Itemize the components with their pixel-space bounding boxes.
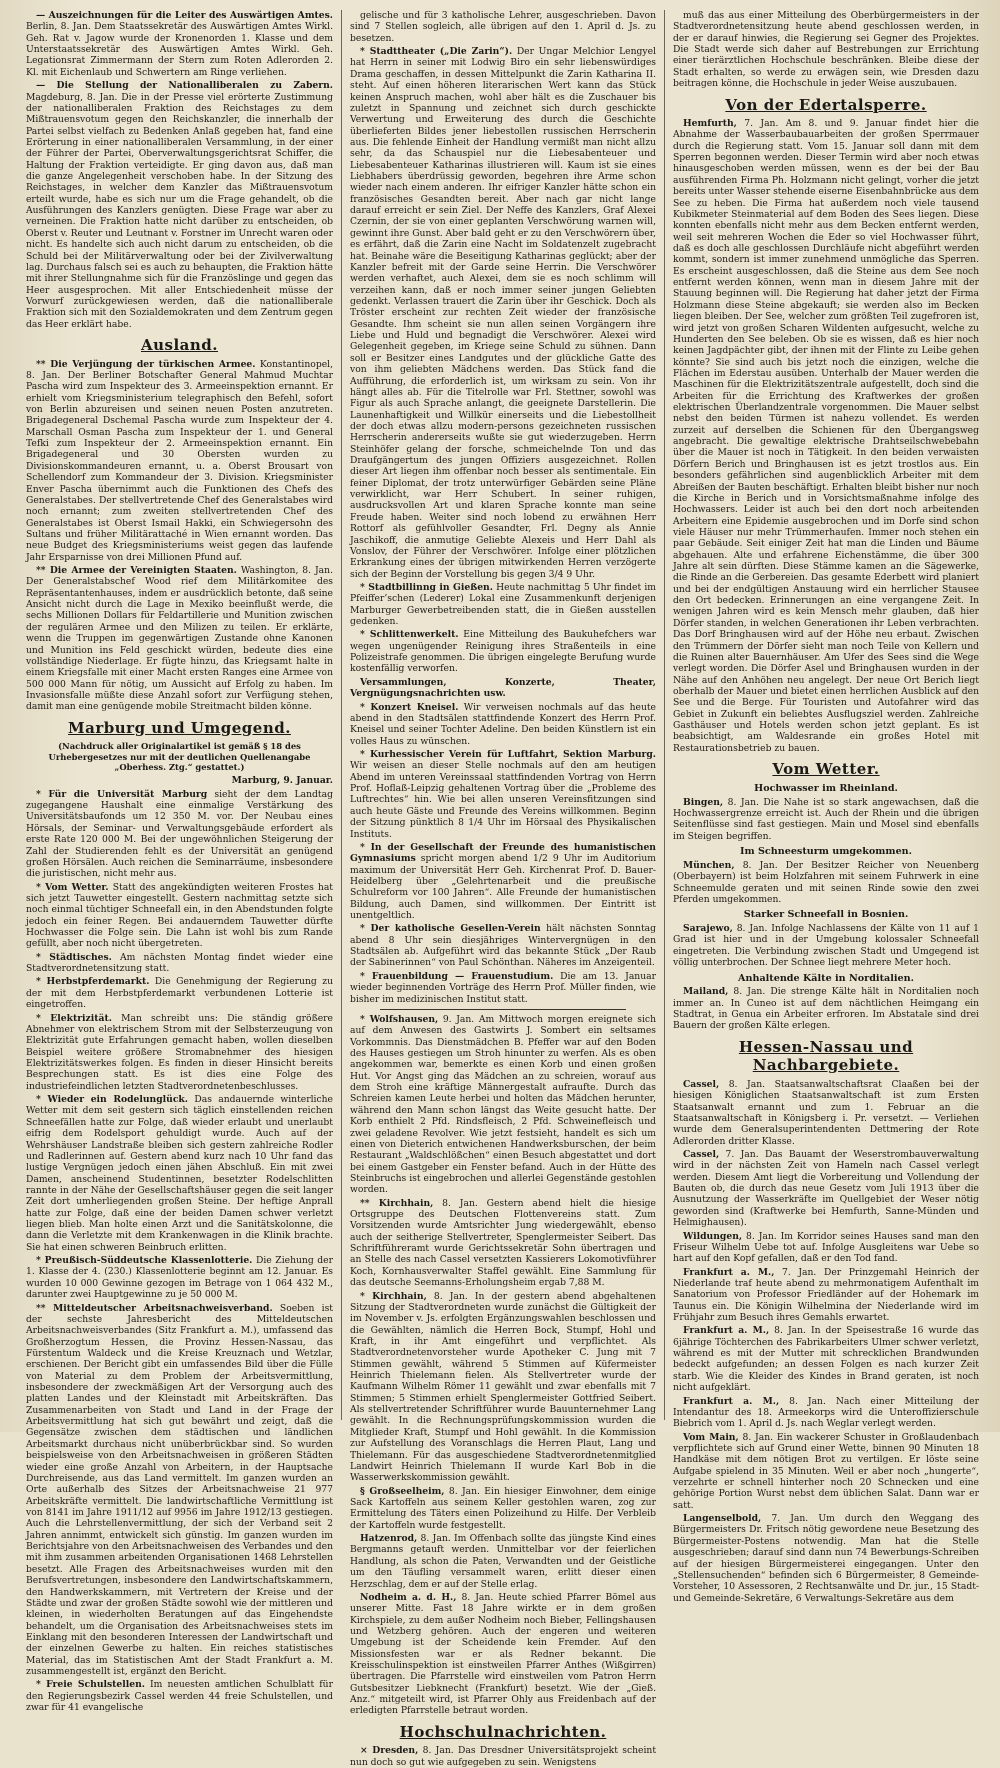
article-body: 8. Jan. Gestern abend hielt die hiesige Ortsgruppe des Deutschen Flottenvereins statt. Zum Vorsitzenden wurde Amtsrichter Jung wiedergewählt, ebenso auch der seitherige Stellvertreter, Spenglermeister Seibert. Das Schriftführeramt wurde Gerichtssekretär Sohn übertragen und an Stelle des nach Cassel versetzten Kassierers Lokomotivführer Koch, Kornhausverwalter Staffel gewählt. Eine Sammlung für das deutsche Seemanns-Erholungsheim ergab 7,88 M. bbox=[350, 1197, 656, 1289]
article-paragraph bbox=[350, 1198, 656, 1289]
article-paragraph bbox=[350, 1745, 656, 1768]
reprint-notice: (Nachdruck aller Originalartikel ist gemäß § 18 des Urhebergesetzes nur mit der deutlichen Quellenangabe „Oberhess. Ztg.“ gestattet.) bbox=[48, 741, 311, 772]
article-paragraph bbox=[673, 1231, 979, 1265]
article-lead: Langenselbold, bbox=[683, 1513, 762, 1525]
article-body: 8. Jan. Der Besitzer Reicher von Neuenberg (Oberbayern) ist beim Holzfahren mit seinem Fuhrwerk in eine Schneemulde geraten und mit seinen Rinde sowie den zwei Pferden umgekommen. bbox=[673, 859, 979, 905]
article-lead: * Städtisches. bbox=[36, 951, 112, 963]
article-paragraph bbox=[673, 1149, 979, 1229]
article-paragraph bbox=[26, 565, 333, 713]
article-paragraph bbox=[26, 952, 333, 975]
article-lead: ** Die Armee der Vereinigten Staaten. bbox=[36, 565, 237, 577]
article-body: 8. Jan. Die Nahe ist so stark angewachsen, daß die Hochwassergrenze erreicht ist. Auch der Rhein und die übrigen Seitenflüsse sind fast gestiegen. Main und Mosel sind ebenfalls im Steigen begriffen. bbox=[673, 796, 979, 842]
article-paragraph bbox=[26, 359, 333, 563]
article-paragraph bbox=[26, 1679, 333, 1713]
article-paragraph bbox=[673, 1396, 979, 1430]
article-body: Die Genehmigung der Regierung zu der mit dem Herbstpferdemarkt verbundenen Lotterie ist eingetroffen. bbox=[26, 976, 333, 1011]
section-heading: Marburg und Umgegend. bbox=[68, 718, 291, 737]
section-heading: Vom Wetter. bbox=[772, 760, 880, 779]
article-lead: * Herbstpferdemarkt. bbox=[36, 976, 150, 988]
article-paragraph bbox=[350, 1533, 656, 1590]
article-body: 8. Jan. Infolge Nachlassens der Kälte von 11 auf 1 Grad ist hier und in der Umgebung kolossaler Schneefall eingetreten. Die Verbindung zwischen Stadt und Umgegend ist völlig unterbrochen. Der Schnee liegt mehrere Meter hoch. bbox=[673, 923, 979, 969]
article-lead: ** Mitteldeutscher Arbeitsnachweisverband. bbox=[36, 1302, 273, 1314]
article-paragraph bbox=[26, 80, 333, 330]
article-body: 8. Jan. Das Dresdner Universitätsprojekt scheint nun doch so gut wie aufgegeben zu sein. Wenigstens bbox=[350, 1745, 657, 1768]
column-2 bbox=[341, 10, 664, 1768]
article-body: Soeben ist der sechste Jahresbericht des Mitteldeutschen Arbeitsnachweisverbandes (Sitz Frankfurt a. M.), umfassend das Großherzogtum Hessen, die Provinz Hessen-Nassau, das Fürstentum Waldeck und die Kreise Kreuznach und Wetzlar, erschienen. Der Bericht gibt ein umfassendes Bild über die Fülle von Material zu dem Problem der Arbeitsvermittlung, insbesondere der zweckmäßigen Art der Versorgung auch des platten Landes und der Kleinstadt mit Arbeitskräften. Das Zusammenarbeiten von Stadt und Land in der Frage der Arbeitsvermittlung hat sich gut bewährt und zeigt, daß die Gegensätze zwischen dem städtischen und ländlichen Arbeitsmarkt durchaus nicht unüberbrückbar sind. So wurden beispielsweise von den Arbeitsnachweisen in größeren Städten wieder eine große Anzahl von Arbeitern, in der Hauptsache Durchreisende, aus das Land vermittelt. Im ganzen wurden an Orte außerhalb des Sitzes der Arbeitsnachweise 21 977 Arbeitskräfte vermittelt. Die landwirtschaftliche Vermittlung ist von 8141 im Jahre 1911/12 auf 9956 im Jahre 1912/13 gestiegen. Auch die Lehrstellenvermittlung, der sich der Verband seit 2 Jahren annimmt, entwickelt sich günstig. Im ganzen wurden im Berichtsjahre von den Arbeitsnachweisen des Verbandes und den mit ihm zusammen arbeitenden Organisationen 1468 Lehrstellen besetzt. Alle Fragen des Arbeitsnachweises wurden mit den Berufsvertretungen, insbesondere den Landwirtschaftskammern, den Handwerkskammern, mit Vertretern der Kreise und der Städte und zwar der großen Städte sowohl wie der mittleren und kleinen, in wiederholten Beratungen auf das Eingehendste behandelt, um die Organisation des Arbeitsnachweises stets im Einklang mit den besonderen Interessen der Landwirtschaft und der einzelnen Gewerbe zu halten. Ein reiches statistisches Material, das im Statistischen Amt der Stadt Frankfurt a. M. zusammengestellt ist, ergänzt den Bericht. bbox=[26, 1302, 333, 1678]
article-lead: * Für die Universität Marburg bbox=[36, 788, 208, 800]
article-paragraph bbox=[673, 1079, 979, 1147]
article-lead: § Großseelheim, bbox=[360, 1485, 445, 1497]
article-paragraph bbox=[26, 789, 333, 880]
article-lead: Versammlungen, Konzerte, Theater, Vergnügungsnachrichten usw. bbox=[350, 676, 656, 700]
article-body: 7. Jan. Der Prinzgemahl Heinrich der Niederlande traf heute abend zu mehrmonatigem Aufenthalt im Sanatorium von Professor Friedländer auf der Hohemark im Taunus ein. Die Königin Wilhelmina der Niederlande wird im Frühjahr zum Besuch ihres Gemahls erwartet. bbox=[673, 1266, 979, 1324]
article-paragraph bbox=[350, 1592, 656, 1717]
section-heading: Ausland. bbox=[140, 336, 219, 355]
article-paragraph bbox=[673, 1513, 979, 1604]
article-lead: * In der Gesellschaft der Freunde des humanistischen Gymnasiums bbox=[350, 841, 656, 865]
article-body: Die Ziehung der 1. Klasse der 4. (230.) Klassenlotterie beginnt am 12. Januar. Es wurden 10 000 Gewinne gezogen im Betrage von 1 064 432 M., darunter zwei Hauptgewinne zu je 50 000 M. bbox=[26, 1255, 333, 1301]
article-lead: × Dresden, bbox=[360, 1745, 419, 1757]
article-paragraph bbox=[350, 702, 656, 747]
article-lead: * Wolfshausen, bbox=[360, 1013, 439, 1025]
section-heading: Von der Edertalsperre. bbox=[725, 95, 927, 114]
article-paragraph bbox=[350, 46, 656, 580]
article-lead: ** Die Verjüngung der türkischen Armee. bbox=[36, 358, 256, 370]
article-lead: * Stadttheater („Die Zarin“). bbox=[360, 46, 513, 58]
article-paragraph bbox=[350, 10, 656, 44]
article-paragraph bbox=[26, 1255, 333, 1300]
article-body: Heute nachmittag 5 Uhr findet im Pfeiffer’schen (Lederer) Lokal eine Zusammenkunft derjenigen Marburger Gewerbetreibenden statt, die in Gießen ausstellen gedenken. bbox=[350, 581, 656, 628]
article-lead: Hatzenrod, bbox=[360, 1533, 418, 1545]
article-body: Berlin, 8. Jan. Dem Staatssekretär des Auswärtigen Amtes Wirkl. Geh. Rat v. Jagow wurde der Kronenorden 1. Klasse und dem Unterstaatssekretär des Auswärtigen Amtes Wirkl. Geh. Legationsrat Zimmermann der Stern zum Roten Adlerorden 2. Kl. mit Eichenlaub und Schwertern am Ringe verliehen. bbox=[26, 21, 333, 78]
article-lead: * Schlittenwerkelt. bbox=[360, 629, 459, 641]
article-body: Eine Mitteilung des Baukuhefchers war wegen ungenügender Reinigung ihres Straßenteils in eine Polizeistrafe genommen. Die übrigen eingelegte Berufung wurde kostenfällig verworfen. bbox=[350, 629, 656, 675]
article-lead: * Frauenbildung — Frauenstudium. bbox=[360, 970, 554, 982]
article-lead: Sarajewo, bbox=[683, 923, 733, 935]
article-lead: Cassel, bbox=[683, 1078, 720, 1090]
article-body: sieht der dem Landtag zugegangene Haushalt eine einmalige Verstärkung des Universitätsbaufonds um 12 350 M. vor. Der Neubau eines Hörsals, der Seminar- und Verwaltungsgebäude erfordert als erste Rate 120 000 M. Bei der ungewöhnlichen Steigerung der Zahl der Studierenden fehlt es der Universität an genügend großen Hörsälen. Auch reichen die Seminarräume, insbesondere die juristischen, nicht mehr aus. bbox=[26, 788, 333, 880]
article-lead: — Auszeichnungen für die Leiter des Auswärtigen Amtes. bbox=[36, 10, 333, 21]
article-body: 8. Jan. Ein hiesiger Einwohner, dem einige Sack Kartoffeln aus seinem Keller gestohlen waren, zog zur Ermittelung des Täters einen Polizeihund zu Hilfe. Der Verbleib der Kartoffeln wurde festgestellt. bbox=[350, 1485, 656, 1531]
article-body: Wir weisen an dieser Stelle nochmals auf den am heutigen Abend im unteren Vereinssaal stattfindenden Vortrag von Herrn Prof. Hoflaß-Leipzig gehaltenen Vortrag über die „Probleme des Luftrechtes“ hin. Wie bei allen unseren Vereinsfitzungen sind auch heute Gäste und Freunde des Vereins willkommen. Beginn der Sitzung pünktlich 8 1/4 Uhr im Hörsaal des Physikalischen Instituts. bbox=[350, 760, 656, 840]
article-body: spricht morgen abend 1/2 9 Uhr im Auditorium maximum der Universität Herr Geh. Kirchenrat Prof. D. Bauer-Heidelberg über „Gelehrtenarbeit und die preußische Schulreform vor 100 Jahren“. Alle Freunde der humanistischen Bildung, auch Damen, sind willkommen. Der Eintritt ist unentgeltlich. bbox=[350, 853, 656, 922]
article-lead: * Freie Schulstellen. bbox=[36, 1679, 145, 1691]
article-paragraph bbox=[673, 986, 979, 1031]
article-paragraph bbox=[26, 1013, 333, 1093]
article-body: Am nächsten Montag findet wieder eine Stadtverordnetensitzung statt. bbox=[26, 951, 334, 975]
article-body: 7. Jan. Am 8. und 9. Januar findet hier die Abnahme der Wasserbaubauarbeiten der großen Sperrmauer durch die Regierung statt. Vom 15. Januar soll dann mit dem Sperren begonnen werden. Dieser Termin wird aber noch etwas hinausgeschoben werden müssen, wenn es der bei der Bau ausführenden Firma Ph. Holzmann nicht gelingt, vorher die jetzt bereits unter Wasser stehende eiserne Eisenbahnbrücke aus dem See zu heben. Die Firma hat außerdem noch viele tausend Kubikmeter Steinmaterial auf dem Boden des Sees liegen. Diese konnten ebenfalls nicht mehr aus dem Becken entfernt werden, weil seit mehreren Wochen die Eder so viel Hochwasser führt, daß es doch alle geschlossen Durchläufe nicht abgeführt werden kommt, sondern ist immer zunehmend unmögliche das Sperren. Es erscheint ausgeschlossen, daß die Steine aus dem See noch entfernt werden können, wenn man in diesem Jahre mit der Stauung beginnen will. Die Regierung hat daher jetzt der Firma Holzmann diese Steine abgekauft; sie werden also im Becken liegen bleiben. Der See, welcher zum größten Teil zugefroren ist, wird jetzt von großen Scharen Wildenten aufgesucht, welche zu Hunderten den See beleben. Ob sie es wissen, daß es hier noch keinen Jagdpächter gibt, der ihnen mit der Flinte zu Leibe gehen könnte? Sie sind auch bis jetzt noch die einzigen, welche die Flächen im Ederstau ausüben. Unterhalb der Mauer werden die Maschinen für die Elektrizitätszentrale aufgestellt, doch sind die Arbeiten für die Errichtung des Kraftwerkes der großen elektrischen Überlandzentrale vorgenommen. Die Mauer selbst nebst den beiden Türmen ist nahezu vollendet. Es werden zurzeit auf derselben die Schienen für den Übergangsweg angebracht. Die gewaltige elektrische Drahtseilschwebebahn über die Mauer ist noch in Tätigkeit. In den beiden verwaisten Dörfern Berich und Bringhausen ist es jetzt trostlos aus. Ein besonders gefährlichen sind augenblicklich Arbeiter mit dem Abreißen der Bauten beschäftigt. Erhalten bleibt bisher nur noch die Kirche in Berich und in Vorsichtsmaßnahme infolge des Hochwassers. Leider ist auch bei den dort noch arbeitenden Arbeitern eine Epidemie ausgebrochen und im Dorfe sind schon viele Häuser nur mehr Trümmerhaufen. Immer noch stehen ein paar Gebäude. Seit einiger Zeit hat man die Linden und Bäume abgehauen. Alte und erfahrene Eichenstämme, die über 300 Jahre alt sein dürften. Diese Stämme kamen an die Sägewerke, die Rinde an die Gerbereien. Das gesamte Ederbett wird planiert und bei der endgültigen Anstauung wird ein herrlicher Stausee den Ort bedecken. Erinnerungen an eine vergangene Zeit. In wenigen Jahren wird es kein Mensch mehr glauben, daß hier Dörfer standen, in welchen Generationen ihr Leben verbrachten. Das Dorf Bringhausen wird auf der Höhe neu erbaut. Zwischen den Trümmern der Dörfer sieht man noch Teile von Kellern und die Ruinen alter Bauernhäuser. Am Ufer des Sees sind die Wege verlegt worden. Die Dörfer Asel und Bringhausen wurden in der Nähe auf den Anhöhen neu angelegt. Der neue Ort Berich liegt oberhalb der Mauer und bietet einen herrlichen Ausblick auf den See und die Berge. Für Touristen und Autofahrer wird das Gebiet in Zukunft ein beliebtes Ausflugsziel werden. Zahlreiche Gasthäuser und Hotels werden schon jetzt geplant. Es ist beabsichtigt, am Waldesrande ein großes Hotel mit Restaurationsbetrieb zu bauen. bbox=[673, 118, 979, 754]
article-body: 9. Jan. Am Mittwoch morgen ereignete sich auf dem Anwesen des Gastwirts J. Sombert ein seltsames Vorkommnis. Das Dienstmädchen B. Pfeffer war auf den Boden des Hauses gestiegen um Stroh hinunter zu werfen. Als es oben angekommen war, bemerkte es einen Korb und einen großen Hut. Vor Angst ging das Mädchen an zu schreien, worauf aus dem Stroh eine kräftige Männergestalt aufraufte. Durch das Schreien kamen Leute herbei und holten das Mädchen herunter, während den Mann schon längst das Weite gesucht hatte. Der Korb enthielt 2 Pfd. Rindsfleisch, 2 Pfd. Schweinefleisch und zwei geladene Revolver. Wie jetzt festsieht, handelt es sich um einen von Dieterich entwichenen Handwerksburschen, der beim Restaurant „Waldschlößchen“ einen Besuch abgestattet und dort bei einem Gastgeber ein Fenster befand. Auch in der Hütte des Steinbruchs ist eingebrochen und allerlei Gegenstände gestohlen worden. bbox=[350, 1013, 656, 1196]
article-body: Das andauernde winterliche Wetter mit dem seit gestern sich täglich einstellenden reichen Schneefällen hatte zur Folge, daß wieder erlaubt und unerlaubt eifrig dem Rodelsport gehuldigt wurde. Auch auf der Wehrshäuser Landstraße bleiben sich gestern zahlreiche Rodler und Radlerinnen auf. Gestern abend kurz nach 10 Uhr fand das lustige Vergnügen jedoch einen jähen Abschluß. Ein mit zwei Damen, anscheinend Studentinnen, besetzter Rodelschlitten rannte in der Nähe der Gesellschaftshäuser gegen die seit langer Zeit dort umherliegenden großen Steine. Der heftige Anprall hatte zur Folge, daß eine der beiden Damen schwer verletzt liegen blieb. Man holte einen Arzt und die Sanitätskolonne, die dann die Verletzte mit dem Krankenwagen in die Klinik brachte. Sie hat einen schweren Beinbruch erlitten. bbox=[26, 1094, 333, 1253]
article-lead: Frankfurt a. M., bbox=[683, 1395, 780, 1407]
article-paragraph bbox=[350, 749, 656, 840]
article-paragraph bbox=[26, 1303, 333, 1678]
sub-heading: Anhaltende Kälte in Norditalien. bbox=[738, 972, 914, 984]
article-body: 7. Jan. Um durch den Weggang des Bürgermeisters Dr. Fritsch nötig gewordene neue Besetzung des Bürgermeister-Postens notwendig. Man hat die Stelle ausgeschrieben; darauf sind dann nun 74 Bewerbungs-Schreiben auf der hiesigen Bürgermeisterei eingegangen. Unter den „Stellensuchenden“ befinden sich 6 Bürgermeister, 8 Gemeinde-Vorsteher, 10 Assessoren, 2 Rechtsanwälte und Dr. jur., 15 Stadt- und Gemeinde-Sekretäre, 6 Verwaltungs-Sekretäre aus dem bbox=[673, 1513, 979, 1604]
article-lead: * Der katholische Gesellen-Verein bbox=[360, 923, 541, 935]
article-body: Im neuesten amtlichen Schulblatt für den Regierungsbezirk Cassel werden 44 freie Schulstellen, und zwar für 41 evangelische bbox=[26, 1679, 333, 1714]
article-paragraph bbox=[350, 629, 656, 674]
article-lead: * Kirchhain, bbox=[360, 1290, 427, 1302]
article-paragraph bbox=[350, 1291, 656, 1484]
article-paragraph bbox=[350, 1014, 656, 1196]
article-paragraph bbox=[673, 1432, 979, 1512]
article-paragraph bbox=[673, 1325, 979, 1393]
article-body: Magdeburg, 8. Jan. Die in der Presse viel erörterte Zustimmung der nationalliberalen Fraktion des Reichstages zu dem Mißtrauensvotum gegen den Reichskanzler, die innerhalb der Partei selbst vielfach zu Bedenken Anlaß gegeben hat, fand eine Erörterung in einer nationalliberalen Versammlung, in der einer der Führer der Partei, Oberverwaltungsgerichtsrat Schiffer, die Haltung der Fraktion verteidigte. Er ging davon aus, daß man die ganze Angelegenheit verschoben habe. In der Sitzung des Reichstages, in welcher dem Kanzler das Mißtrauensvotum erteilt wurde, habe es sich nur um die Frage gehandelt, ob die Ausführungen des Kanzlers genügten. Diese Frage war aber zu verneinen. Die Fraktion hatte nicht darüber zu entscheiden, ob Oberst v. Reuter und Leutnant v. Forstner im Unrecht waren oder nicht. Es handelte sich auch nicht darum zu entscheiden, ob die Schuld bei der Militärverwaltung oder bei der Zivilverwaltung lag. Durchaus falsch sei es auch zu behaupten, die Fraktion hätte mit ihrer Stellungnahme sich für die Französlinge und gegen das Heer ausgesprochen. Mit aller Entschiedenheit müsse der Vorwurf zurückgewiesen werden, daß die nationalliberale Fraktion sich mit den Sozialdemokraten und dem Zentrum gegen das Heer erklärt habe. bbox=[26, 91, 333, 330]
article-body: 8. Jan. In der Speisestraße 16 wurde das 6jährige Töchterchen des Fabrikarbeiters Ulmer schwer verletzt, während es mit der Mutter mit schrecklichen Brandwunden bedeckt aufgefunden; an dessen Folgen es nach kurzer Zeit starb. Wie die Kleider des Kindes in Brand geraten, ist noch nicht aufgeklärt. bbox=[673, 1325, 979, 1394]
article-lead: Bingen, bbox=[683, 796, 724, 808]
article-lead: * Preußisch-Süddeutsche Klassenlotterie. bbox=[36, 1255, 253, 1267]
article-lead: Nodheim a. d. H., bbox=[360, 1591, 457, 1603]
article-lead: — Die Stellung der Nationalliberalen zu Zabern. bbox=[36, 80, 333, 92]
article-paragraph bbox=[350, 842, 656, 922]
section-heading: Hessen-Nassau und Nachbargebiete. bbox=[738, 1037, 914, 1075]
section-divider bbox=[380, 1009, 626, 1010]
article-body: 8. Jan. Im Offenbach sollte das jüngste Kind eines Bergmanns getauft werden. Unmittelbar vor der feierlichen Handlung, als schon die Paten, Verwandten und der Geistliche um den Täufling versammelt waren, erlitt dieser einen Herzschlag, dem er auf der Stelle erlag. bbox=[350, 1533, 656, 1590]
article-paragraph bbox=[673, 860, 979, 905]
article-lead: München, bbox=[683, 859, 735, 871]
article-paragraph bbox=[673, 1267, 979, 1324]
article-body: 8. Jan. Ein wackerer Schuster in Großlaudenbach verpflichtete sich auf Grund einer Wette, binnen 90 Minuten 18 Handkäse mit dem nötigen Brot zu vertilgen. Er löste seine Aufgabe spielend in 35 Minuten. Weil er aber noch „hungerte“, verzehrte er schnell hinterher noch 20 Schnecken und eine gehörige Portion Wurst nebst dem üblichen Salat. Dann war er satt. bbox=[673, 1431, 979, 1511]
article-body: Wir verweisen nochmals auf das heute abend in den Stadtsälen stattfindende Konzert des Herrn Prof. Kneisel und seiner Tochter Adeline. Den beiden Künstlern ist ein volles Haus zu wünschen. bbox=[350, 701, 656, 747]
article-lead: Frankfurt a. M., bbox=[683, 1325, 770, 1337]
article-body: 8. Jan. In der gestern abend abgehaltenen Sitzung der Stadtverordneten wurde zunächst die Gültigkeit der im November v. Js. erfolgten Ergänzungswahlen beschlossen und die Gewählten, nämlich die Herren Bock, Stumpf, Hohl und Kraft, in ihr Amt eingeführt und verpflichtet. Als Stadtverordnetenvorsteher wurde Apotheker C. Jung mit 7 Stimmen gewählt, während 5 Stimmen auf Küfermeister Heinrich Thielemann fielen. Als Stellvertreter wurde der Kaufmann Wilhelm Römer 11 gewählt und zwar ebenfalls mit 7 Stimmen; 5 Stimmen erhielt Spenglermeister Gottfried Seibert. Als stellvertretender Schriftführer wurde Bauunternehmer Lang gewählt. In die Rechnungsprüfungskommission wurden die Mitglieder Kraft, Stumpf und Hohl gewählt. In die Kommission zur Aufstellung des Voranschlags die Herren Plaut, Lang und Thielemann. Für das ausgeschiedene Stadtverordnetenmitglied Landwirt Heinrich Thielemann II wurde Karl Bob in die Wasserwerkskommission gewählt. bbox=[350, 1290, 656, 1484]
article-body: gelische und für 3 katholische Lehrer, ausgeschrieben. Davon sind 7 Stellen sogleich, alle übrigen auf den 1. April d. Js. zu besetzen. bbox=[350, 10, 656, 44]
article-body: Konstantinopel, 8. Jan. Der Berliner Botschafter General Mahmud Muchtar Pascha wird zum Inspekteur des 3. Armeeinspektion ernannt. Er erhielt vom Kriegsministerium telegraphisch den Befehl, sofort von Berlin abzureisen und seinen neuen Posten anzutreten. Brigadegeneral Dschemal Pascha wurde zum Inspekteur der 4. Marschall Osman Pascha zum Inspekteur der 1. und General Tefki zum Inspekteur der 2. Armeeinspektion ernannt. Ein Brigadegeneral und 30 Obersten wurden zu Divisionskommandeuren ernannt, u. a. Oberst Brousart von Schellendorf zum Kommandeur der 3. Division. Kriegsminister Enver Pascha übernimmt auch die Funktionen des Chefs des Generalstabes. Der stellvertretende Chef des Generalstabes wird noch ernannt; zum zweiten stellvertretenden Chef des Generalstabes ist Oberst Ismail Hakki, ein Schwiegersohn des Sultans und früher Militärattaché in Wien ernannt worden. Das neue Budget des Kriegsministeriums weist gegen das laufende Jahr Ersparnisse von drei Millionen Pfund auf. bbox=[26, 358, 333, 563]
article-lead: * Elektrizität. bbox=[36, 1012, 112, 1024]
article-lead: Vom Main, bbox=[683, 1431, 739, 1443]
article-body: 8. Jan. Heute schied Pfarrer Bömel aus unserer Mitte. Fast 18 Jahre wirkte er in dem großen Kirchspiele, zu dem außer Nodheim noch Bieber, Fellingshausen und Wetzberg gehören. Auch der engeren und weiteren Umgebung ist der Scheidende kein Fremder. Auf den Missionsfesten war er als Redner bekannt. Die Kreisschulinspektion ist einstweilen Pfarrer Anthes (Wißgirren) übertragen. Die Pfarrstelle wird einstweilen vom Patron Herrn Gutsbesitzer Liebknecht (Frankfurt) besetzt. Wie der „Gieß. Anz.“ mitgeteilt wird, ist Pfarrer Ohly aus Freidenbach auf der erledigten Pfarrstelle betraut worden. bbox=[350, 1591, 657, 1717]
article-paragraph bbox=[350, 677, 656, 700]
section-heading: Hochschulnachrichten. bbox=[399, 1722, 607, 1741]
article-lead: Frankfurt a. M., bbox=[683, 1266, 775, 1278]
sub-heading: Hochwasser im Rheinland. bbox=[754, 782, 898, 794]
article-body: Man schreibt uns: Die ständig größere Abnehmer von elektrischem Strom mit der Selbsterzeugung von Elektrizität gute Erfahrungen gemacht haben, wollen dieselben Beispiel weitere größere Stromabnehmer des hiesigen Elektrizitätswerkes folgen. Es finden in dieser Hinsicht bereits Besprechungen statt. Es ist dies eine Folge des industriefeindlichen letzten Stadtverordnetenbeschlusses. bbox=[26, 1012, 333, 1092]
article-body: Der Ungar Melchior Lengyel hat Herrn in seiner mit Lodwig Biro ein sehr liebenswürdiges Drama geschaffen, in dessen Mittelpunkt die Zarin Katharina II. steht. Auf einen höheren literarischen Wert kann das Stück keinen Anspruch machen, wohl aber hält es die Zuschauer bis zuletzt in Spannung und zeichnet sich durch geschickte Verwertung und Erweiterung des durch die Geschichte überlieferten Bildes jener liebestollen russischen Herrscherin aus. Die fehlende Einheit der Handlung vermißt man nicht allzu sehr, da das Schauspiel nur die Liebesabenteuer und Liebesabenteuer Katharinas illustrieren will. Kaum ist sie eines Liebhabers überdrüssig geworden, begehren ihre Arme schon wieder nach einem anderen. Ihr eifriger Kanzler hätte schon ein französisches Gesandten bereit. Aber nach gar nicht lange darauf erreicht er sein Ziel. Der Neffe des Kanzlers, Graf Alexei Czernin, der sie von einer geplanten Verschwörung warnen will, gewinnt ihre Gunst. Aber bald geht er zu den Verschwörern über, es erfährt, daß die Zarin eine Nacht im Soldatenzelt zugebracht hat. Beinahe wäre die Beseitigung Katharinas geglückt; aber der Kanzler befreit mit der Garde seine Herrin. Die Verschwörer werden verhaftet, auch Alexei, dem sie es noch schlimm will verzeihen kann, daß er noch immer seiner jungen Geliebten gedenkt. Verlassen trauert die Zarin über ihr Geschick. Doch als Tröster erscheint zur rechten Zeit wieder der französische Gesandte. Ihm scheint sie nun allen seinen Vorgängern ihre Liebe und Huld und begnadigt die Verschwörer. Alexei wird Gelegenheit gegeben, im Kriege seine Schuld zu sühnen. Dann soll er Besitzer eines Landgutes und der glückliche Gatte des von ihm geliebten Mädchens werden. Das Stück fand die Aufführung, die erforderlich ist, um wirksam zu sein. Von ihr hängt alles ab. Für die Titelrolle war Frl. Stettner, sowohl was Figur als auch Sprache anlangt, die geeignete Darstellerin. Die Launenhaftigkeit und Willkür einerseits und die Liebestollheit der doch etwas allzu modern-persons gezeichneten russischen Herrscherin andererseits wußte sie gut wiederzugeben. Herrn Steinhöfer gelang der forsche, schmeichelnde Ton und das Draufgängertum des jungen Offiziers ausgezeichnet. Rollen dieser Art liegen ihm offenbar noch besser als sentimentale. Ein feiner Diplomat, der trotz unterwürfiger Gebärden seine Pläne verwirklicht, war Herr Schubert. In seiner ruhigen, ausdrucksvollen Art und klaren Sprache konnte man seine Freude haben. Weiter sind noch lobend zu erwähnen Herr Rottorf als gefühlvoller Gesandter, Frl. Degny als Annie Jaschikoff, die anmutige Geliebte Alexeis und Herr Dahl als Vonslov, der Führer der Verschwörer. Infolge einer plötzlichen Erkrankung eines der übrigen mitwirkenden Herren verzögerte sich der Beginn der Vorstellung bis gegen 3/4 9 Uhr. bbox=[350, 46, 656, 580]
article-body: hält nächsten Sonntag abend 8 Uhr sein diesjähriges Wintervergnügen in den Stadtsälen ab. Aufgeführt wird das bekannte Stück „Der Raub der Sabinerinnen“ von Paul Schönthan. Näheres im Anzeigenteil. bbox=[350, 923, 657, 969]
article-body: 8. Jan. Staatsanwaltschaftsrat Claaßen bei der hiesigen Königlichen Staatsanwaltschaft ist zum Ersten Staatsanwalt ernannt und zum 1. Februar an die Staatsanwaltschaft in Königsberg i. Pr. versetzt. — Verliehen wurde dem Generalsuperintendenten Dettmering der Rote Adlerorden dritter Klasse. bbox=[673, 1078, 979, 1147]
article-lead: * Vom Wetter. bbox=[36, 881, 109, 893]
article-lead: ** Kirchhain, bbox=[360, 1197, 434, 1209]
article-body: Washington, 8. Jan. Der Generalstabschef Wood rief dem Militärkomitee des Repräsentantenhauses, indem er ausdrücklich betonte, daß seine Ansicht nicht durch die Lage in Mexiko beeinflußt werde, die sechs Millionen Dollars für Feldartillerie und Munition zwischen der regulären Armee und den Milizen zu teilen. Er erklärte, wenn die Truppen im gegenwärtigen Zustande ohne Kanonen und Munition ins Feld geschickt würden, bedeute dies eine vollständige Niederlage. Er fügte hinzu, das Kriegsamt halte in einem Kriegsfalle mit einer Macht ersten Ranges eine Armee von 500 000 Mann für nötig, um Aussicht auf Erfolg zu haben. Im Invasionsfalle müßte diese Anzahl sofort zur Verfügung stehen, damit man eine genügende mobile Streitmacht bilden könne. bbox=[26, 565, 334, 713]
article-lead: * Kurhessischer Verein für Luftfahrt, Sektion Marburg. bbox=[360, 749, 656, 760]
article-paragraph bbox=[350, 1486, 656, 1531]
article-lead: * Stadtbillinng in Gießen. bbox=[360, 581, 493, 593]
article-lead: * Wieder ein Rodelunglück. bbox=[36, 1094, 188, 1106]
article-lead: Hemfurth, bbox=[683, 118, 737, 130]
sub-heading: Im Schneesturm umgekommen. bbox=[740, 845, 912, 857]
article-lead: Mailand, bbox=[683, 986, 729, 998]
column-1 bbox=[18, 10, 341, 1714]
article-paragraph bbox=[26, 1094, 333, 1253]
article-paragraph bbox=[26, 10, 333, 78]
article-body: 8. Jan. Die strenge Kälte hält in Norditalien noch immer an. In Cuneo ist auf dem nächtlichen Heimgang ein Stadtrat, in Genua ein Arbeiter erfroren. Im Abstatale sind drei Bauern der großen Kälte erlegen. bbox=[673, 986, 979, 1032]
article-paragraph bbox=[673, 923, 979, 968]
article-body: Statt des angekündigten weiteren Frostes hat sich jetzt Tauwetter eingestellt. Gestern nachmittag setzte sich noch einmal tüchtiger Schneefall ein, in den Abendstunden folgte jedoch ein feiner Regen. Bei andauerndem Tauwetter dürfte Hochwasser die Folge sein. Die Lahn ist wohl bis zum Rande gefüllt, aber noch nicht übergetreten. bbox=[26, 881, 333, 950]
article-lead: Wildungen, bbox=[683, 1230, 743, 1242]
article-body: 7. Jan. Das Bauamt der Weserstrombauverwaltung wird in der nächsten Zeit von Hameln nach Cassel verlegt werden. Diesem Amt liegt die Vorbereitung und Vollendung der Bauten ob, die durch das neue Gesetz vom Juli 1913 über die Ausnutzung der Wasserkräfte im Quellgebiet der Weser nötig geworden sind (Kraftwerke bei Hemfurth, Sanne-Münden und Helmighausen). bbox=[673, 1148, 979, 1229]
article-paragraph bbox=[350, 971, 656, 1005]
article-paragraph bbox=[673, 797, 979, 842]
article-paragraph bbox=[673, 118, 979, 754]
article-paragraph bbox=[673, 10, 979, 90]
article-body: 8. Jan. Im Korridor seines Hauses sand man den Friseur Wilhelm Uebe tot auf. Infolge Ausgleitens war Uebe so hart auf den Kopf gefallen, daß er den Tod fand. bbox=[673, 1230, 979, 1265]
article-body: muß das aus einer Mitteilung des Oberbürgermeisters in der Stadtverordnetensitzung heute abend geschlossen werden, in der er darauf hinwies, die Regierung sei Gegner des Projektes. Die Stadt werde sich daher auf Bestrebungen zur Errichtung einer tierärztlichen Hochschule beschränken. Bleibe diese der Stadt erhalten, so werde zu erwägen sein, wie Dresden dazu beitragen könne, die Hochschule in jeder Weise auszubauen. bbox=[673, 10, 979, 90]
article-paragraph bbox=[350, 923, 656, 968]
article-paragraph bbox=[26, 882, 333, 950]
sub-heading: Starker Schneefall in Bosnien. bbox=[743, 909, 909, 921]
article-body: 8. Jan. Nach einer Mitteilung der Intendantur des 18. Armeekorps wird die Unteroffizierschule Biebrich vom 1. April d. Js. nach Weglar verlegt werden. bbox=[673, 1395, 979, 1430]
dateline: Marburg, 9. Januar. bbox=[231, 775, 333, 787]
column-3 bbox=[664, 10, 987, 1604]
article-lead: * Konzert Kneisel. bbox=[360, 701, 459, 713]
article-paragraph bbox=[350, 582, 656, 627]
article-body: Die am 13. Januar wieder beginnenden Vorträge des Herrn Prof. Müller finden, wie bisher im medizinischen Institut statt. bbox=[350, 970, 656, 1005]
article-paragraph bbox=[26, 976, 333, 1010]
article-lead: Cassel, bbox=[683, 1148, 720, 1160]
